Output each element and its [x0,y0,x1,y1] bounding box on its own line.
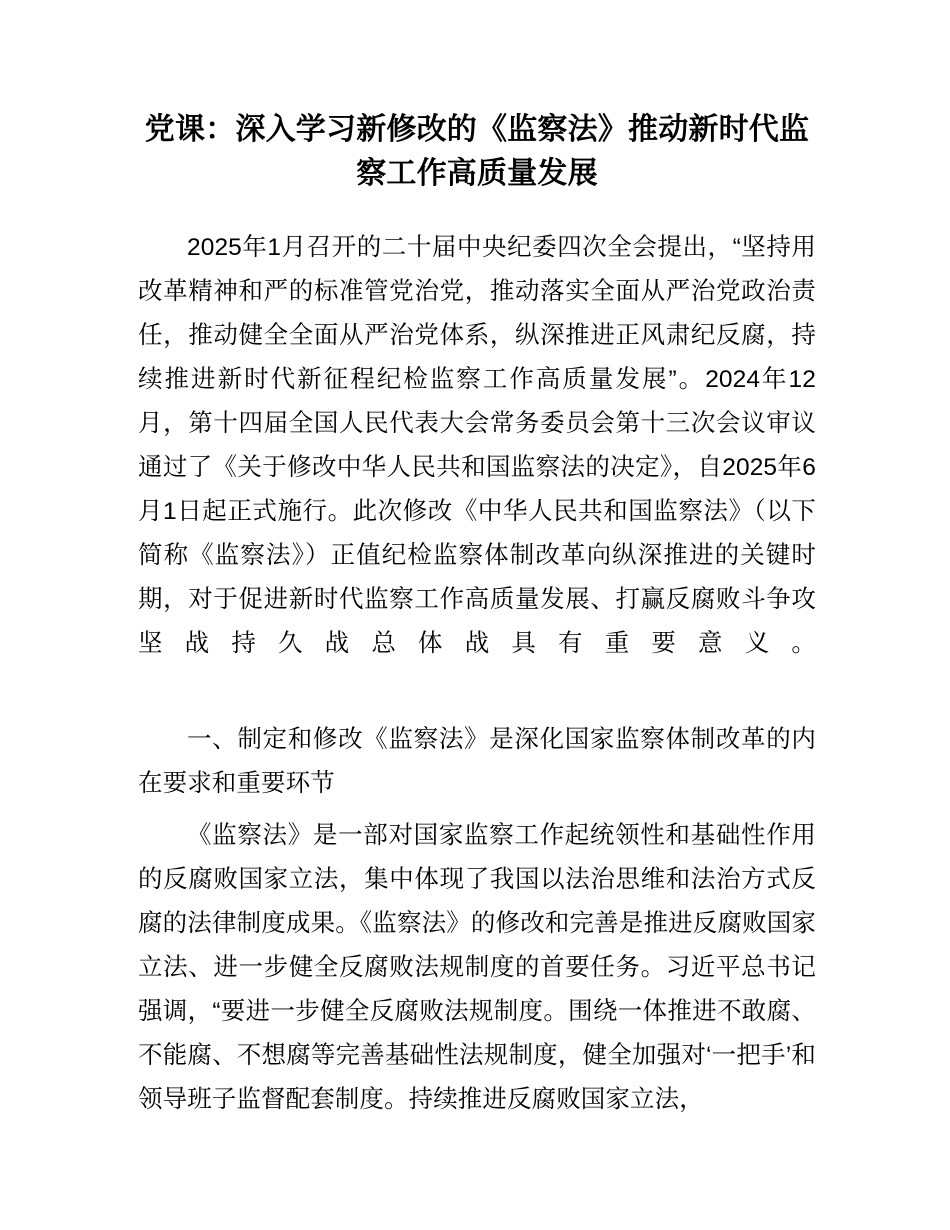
document-content [138,0,816,1122]
page-title: 党课：深入学习新修改的《监察法》推动新时代监察工作高质量发展 [144,113,810,190]
paragraph-body-1: 《监察法》是一部对国家监察工作起统领性和基础性作用的反腐败国家立法，集中体现了我国以法治思维和法治方式反腐的法律制度成果。《监察法》的修改和完善是推进反腐败国家立法、进一步健全反腐败法规制度的首要任务。习近平总书记强调，“要进一步健全反腐败法规制度。围绕一体推进不敢腐、不能腐、不想腐等完善基础性法规制度，健全加强对‘一把手’和领导班子监督配套制度。持续推进反腐败国家立法， [138,822,816,1113]
paragraph-intro: 2025年1月召开的二十届中央纪委四次全会提出，“坚持用改革精神和严的标准管党治党，推动落实全面从严治党政治责任，推动健全全面从严治党体系，纵深推进正风肃纪反腐，持续推进新时代新征程纪检监察工作高质量发展”。2024年12月，第十四届全国人民代表大会常务委员会第十三次会议审议通过了《关于修改中华人民共和国监察法的决定》，自2025年6月1日起正式施行。此次修改《中华人民共和国监察法》（以下简称《监察法》）正值纪检监察体制改革向纵深推进的关键时期，对于促进新时代监察工作高质量发展、打赢反腐败斗争攻坚战持久战总体战具有重要意义。 [138,234,816,657]
section-heading-1: 一、制定和修改《监察法》是深化国家监察体制改革的内在要求和重要环节 [138,726,816,797]
